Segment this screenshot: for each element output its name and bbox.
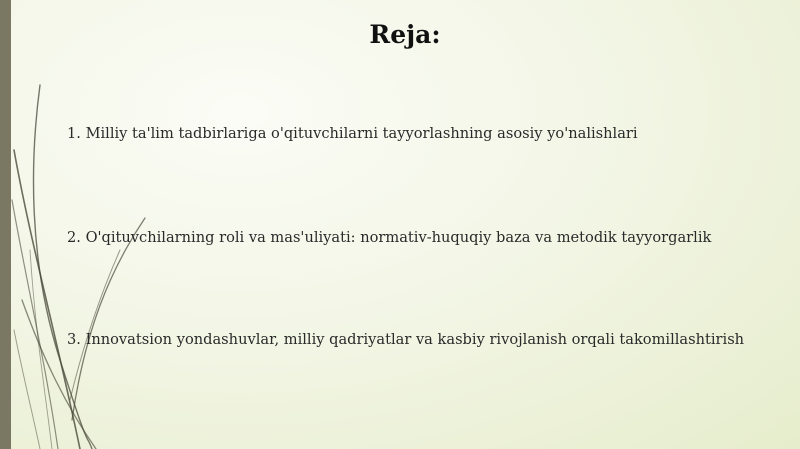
plan-item-2: 2. O'qituvchilarning roli va mas'uliyati: normativ-huquqiy baza va metodik tayyorgarlik bbox=[67, 229, 712, 246]
plan-item-1: 1. Milliy ta'lim tadbirlariga o'qituvchilarni tayyorlashning asosiy yo'nalishlari bbox=[67, 125, 638, 142]
plan-item-3: 3. Innovatsion yondashuvlar, milliy qadriyatlar va kasbiy rivojlanish orqali takomillashtirish bbox=[67, 331, 745, 348]
left-accent-bar bbox=[0, 0, 11, 449]
slide-title: Reja: bbox=[369, 20, 441, 49]
